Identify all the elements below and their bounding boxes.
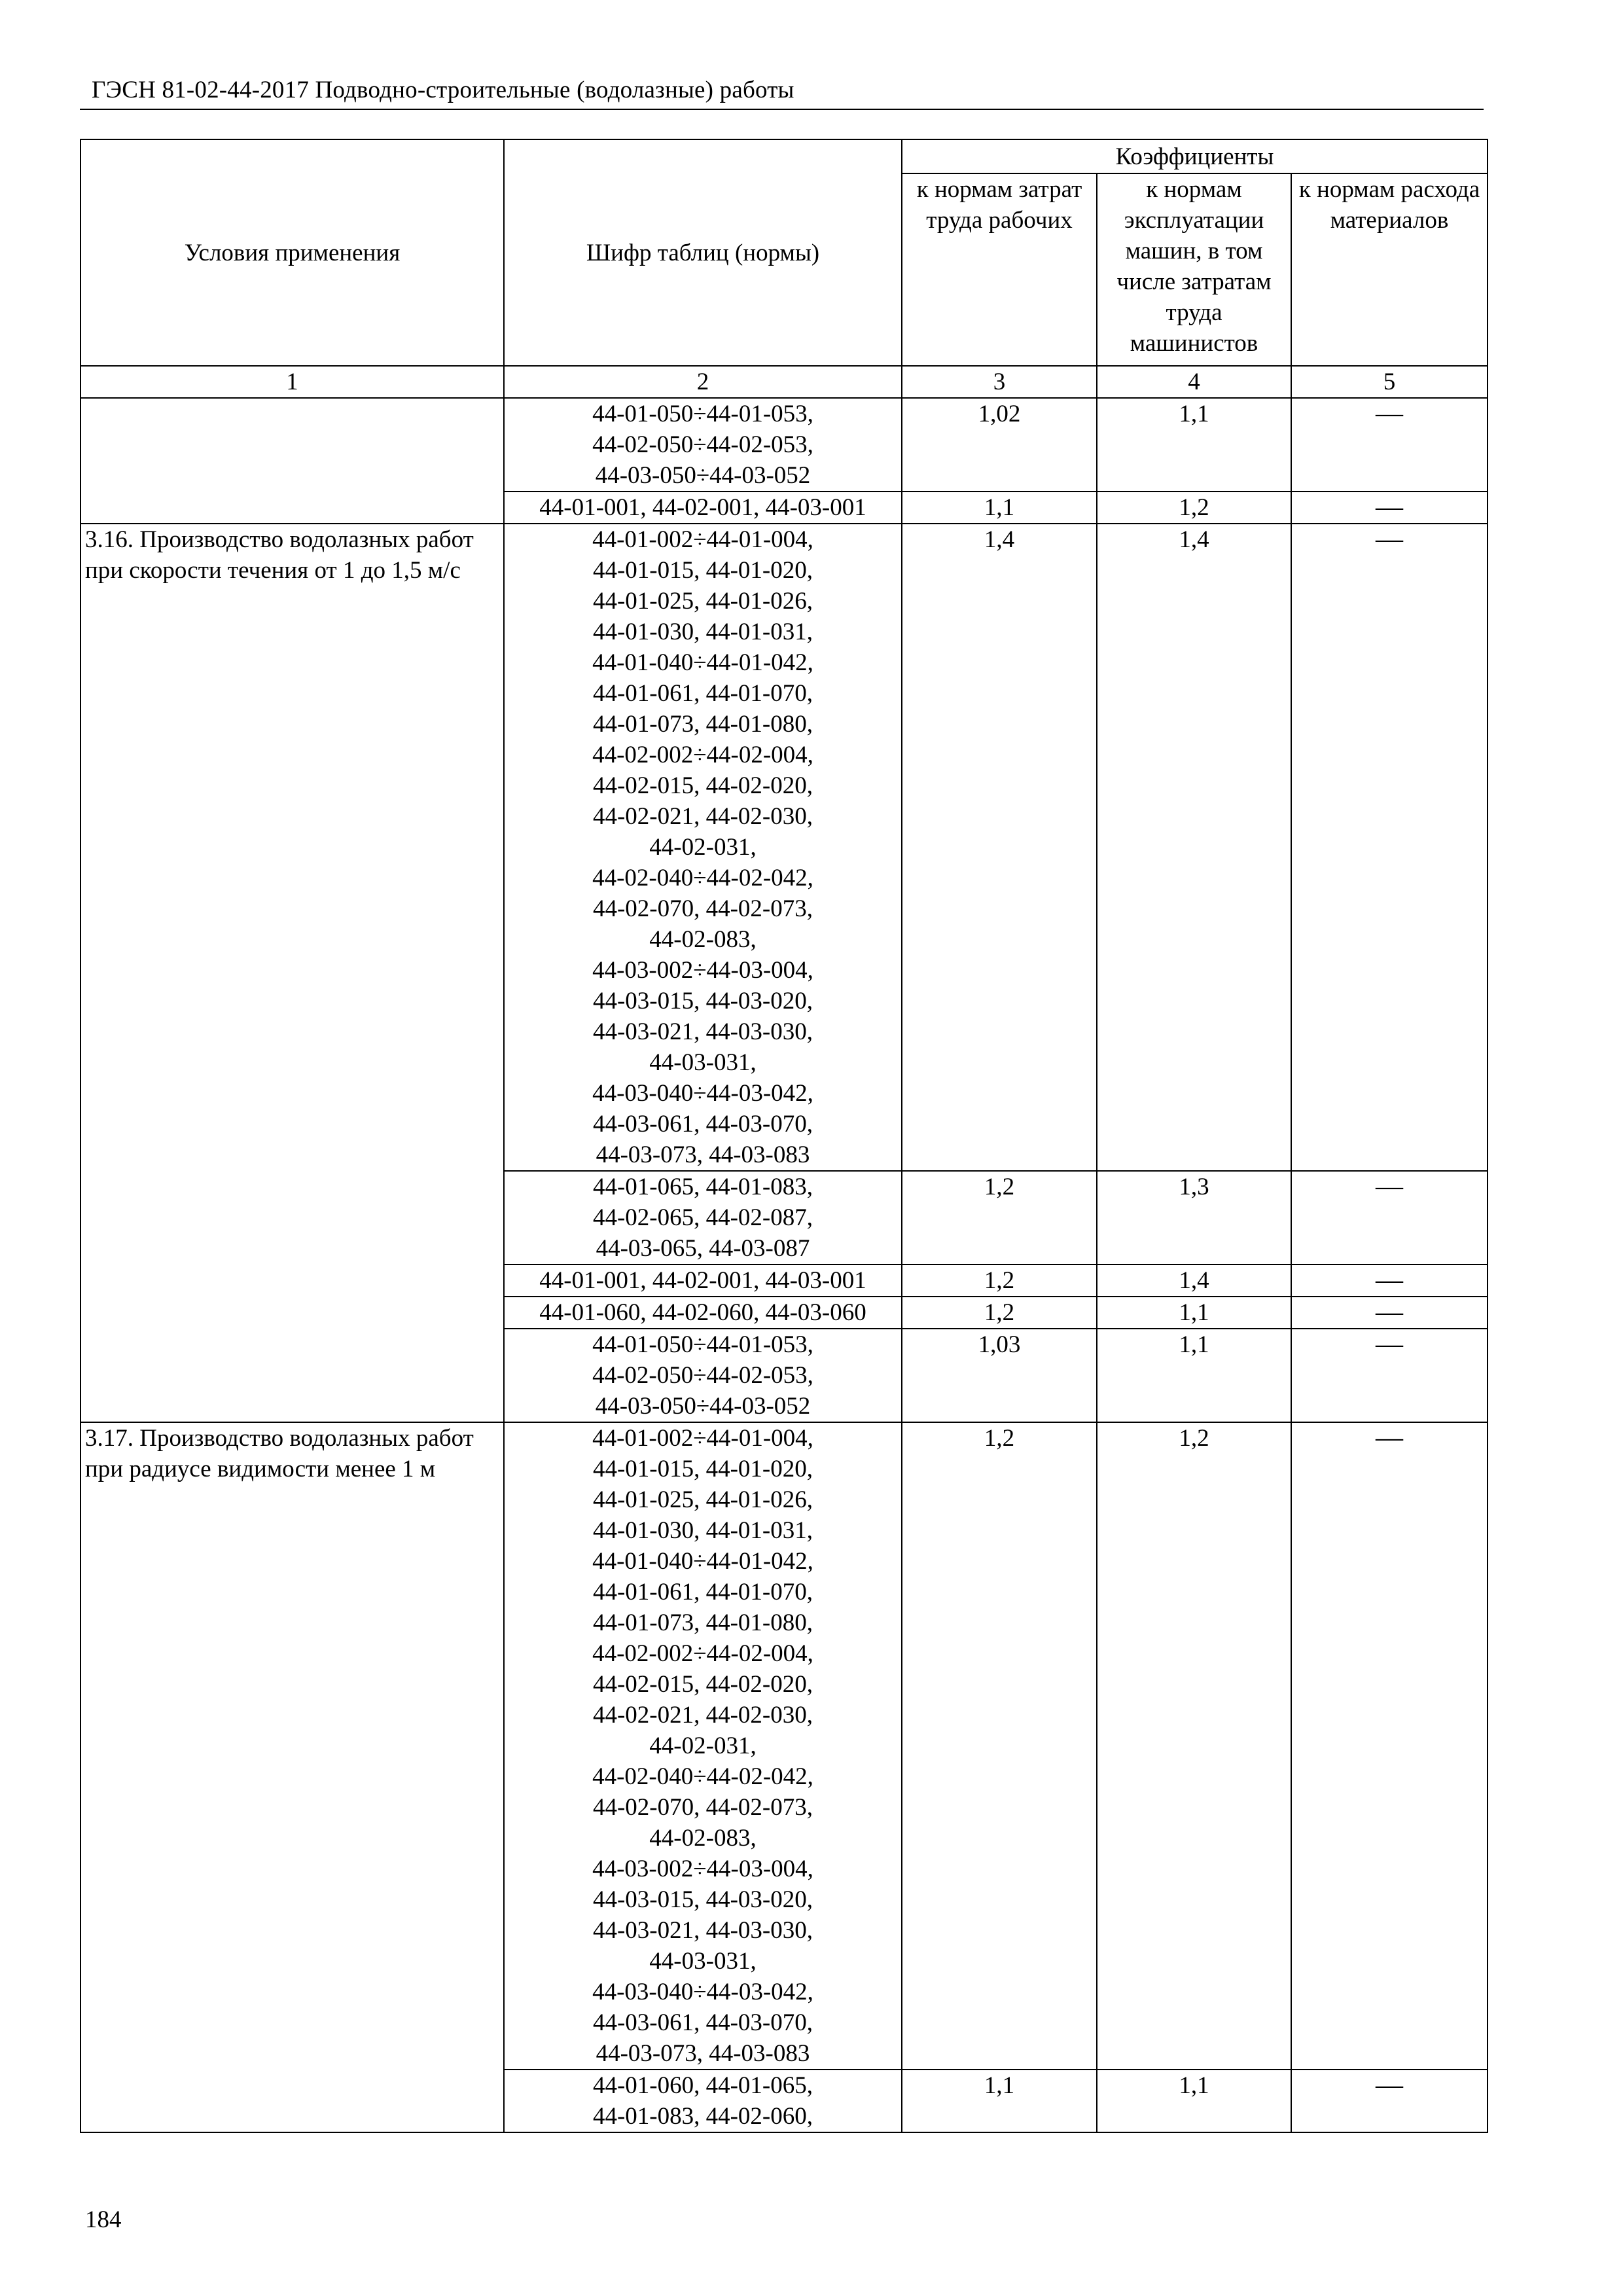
materials-coefficient: — bbox=[1291, 2070, 1488, 2132]
codes-cell: 44-01-050÷44-01-053, 44-02-050÷44-02-053, 44-03-050÷44-03-052 bbox=[504, 398, 902, 492]
machines-coefficient: 1,3 bbox=[1097, 1171, 1291, 1265]
materials-coefficient: — bbox=[1291, 492, 1488, 524]
labor-coefficient: 1,2 bbox=[902, 1171, 1097, 1265]
machines-coefficient: 1,1 bbox=[1097, 1297, 1291, 1329]
page-header-title: ГЭСН 81-02-44-2017 Подводно-строительные (водолазные) работы bbox=[92, 77, 794, 103]
header-machines: к нормам эксплуатации машин, в том числе затратам труда машинистов bbox=[1097, 173, 1291, 366]
materials-coefficient: — bbox=[1291, 1171, 1488, 1265]
materials-coefficient: — bbox=[1291, 1297, 1488, 1329]
codes-cell: 44-01-050÷44-01-053, 44-02-050÷44-02-053, 44-03-050÷44-03-052 bbox=[504, 1329, 902, 1422]
condition-3-16: 3.16. Производство водолазных работ при скорости течения от 1 до 1,5 м/с bbox=[80, 524, 504, 1422]
condition-cell-continued bbox=[80, 398, 504, 524]
machines-coefficient: 1,2 bbox=[1097, 492, 1291, 524]
codes-cell: 44-01-001, 44-02-001, 44-03-001 bbox=[504, 492, 902, 524]
labor-coefficient: 1,1 bbox=[902, 492, 1097, 524]
header-coefficients: Коэффициенты bbox=[902, 139, 1488, 173]
labor-coefficient: 1,4 bbox=[902, 524, 1097, 1171]
materials-coefficient: — bbox=[1291, 1329, 1488, 1422]
header-labor: к нормам затрат труда рабочих bbox=[902, 173, 1097, 366]
materials-coefficient: — bbox=[1291, 1265, 1488, 1297]
codes-cell: 44-01-002÷44-01-004, 44-01-015, 44-01-020, 44-01-025, 44-01-026, 44-01-030, 44-01-031, 44-01-040÷44-01-042, 44-01-061, 44-01-070, 44-01-073, 44-01-080, 44-02-002÷44-02-004, 44-02-015, 44-02-020, 44-02-021, 44-02-030, 44-02-031, 44-02-040÷44-02-042, 44-02-070, 44-02-073, 44-02-083, 44-03-002÷44-03-004, 44-03-015, 44-03-020, 44-03-021, 44-03-030, 44-03-031, 44-03-040÷44-03-042, 44-03-061, 44-03-070, 44-03-073, 44-03-083 bbox=[504, 1422, 902, 2070]
labor-coefficient: 1,2 bbox=[902, 1265, 1097, 1297]
coefficients-table bbox=[80, 139, 1488, 2133]
codes-cell: 44-01-060, 44-02-060, 44-03-060 bbox=[504, 1297, 902, 1329]
column-number-4: 4 bbox=[1097, 366, 1291, 398]
machines-coefficient: 1,1 bbox=[1097, 398, 1291, 492]
materials-coefficient: — bbox=[1291, 1422, 1488, 2070]
header-codes: Шифр таблиц (нормы) bbox=[504, 139, 902, 366]
condition-3-17: 3.17. Производство водолазных работ при радиусе видимости менее 1 м bbox=[80, 1422, 504, 2132]
machines-coefficient: 1,4 bbox=[1097, 1265, 1291, 1297]
machines-coefficient: 1,1 bbox=[1097, 1329, 1291, 1422]
labor-coefficient: 1,2 bbox=[902, 1422, 1097, 2070]
codes-cell: 44-01-001, 44-02-001, 44-03-001 bbox=[504, 1265, 902, 1297]
labor-coefficient: 1,03 bbox=[902, 1329, 1097, 1422]
codes-cell: 44-01-002÷44-01-004, 44-01-015, 44-01-020, 44-01-025, 44-01-026, 44-01-030, 44-01-031, 44-01-040÷44-01-042, 44-01-061, 44-01-070, 44-01-073, 44-01-080, 44-02-002÷44-02-004, 44-02-015, 44-02-020, 44-02-021, 44-02-030, 44-02-031, 44-02-040÷44-02-042, 44-02-070, 44-02-073, 44-02-083, 44-03-002÷44-03-004, 44-03-015, 44-03-020, 44-03-021, 44-03-030, 44-03-031, 44-03-040÷44-03-042, 44-03-061, 44-03-070, 44-03-073, 44-03-083 bbox=[504, 524, 902, 1171]
machines-coefficient: 1,2 bbox=[1097, 1422, 1291, 2070]
column-number-3: 3 bbox=[902, 366, 1097, 398]
column-number-5: 5 bbox=[1291, 366, 1488, 398]
column-number-1: 1 bbox=[80, 366, 504, 398]
materials-coefficient: — bbox=[1291, 524, 1488, 1171]
header-divider bbox=[80, 109, 1484, 110]
codes-cell: 44-01-060, 44-01-065, 44-01-083, 44-02-060, bbox=[504, 2070, 902, 2132]
labor-coefficient: 1,2 bbox=[902, 1297, 1097, 1329]
header-conditions: Условия применения bbox=[80, 139, 504, 366]
table-row bbox=[80, 1422, 1488, 2070]
labor-coefficient: 1,02 bbox=[902, 398, 1097, 492]
page-number: 184 bbox=[85, 2206, 122, 2233]
codes-cell: 44-01-065, 44-01-083, 44-02-065, 44-02-087, 44-03-065, 44-03-087 bbox=[504, 1171, 902, 1265]
materials-coefficient: — bbox=[1291, 398, 1488, 492]
table-row bbox=[80, 398, 1488, 492]
header-materials: к нормам расхода материалов bbox=[1291, 173, 1488, 366]
table-row bbox=[80, 524, 1488, 1171]
column-number-2: 2 bbox=[504, 366, 902, 398]
labor-coefficient: 1,1 bbox=[902, 2070, 1097, 2132]
machines-coefficient: 1,4 bbox=[1097, 524, 1291, 1171]
machines-coefficient: 1,1 bbox=[1097, 2070, 1291, 2132]
